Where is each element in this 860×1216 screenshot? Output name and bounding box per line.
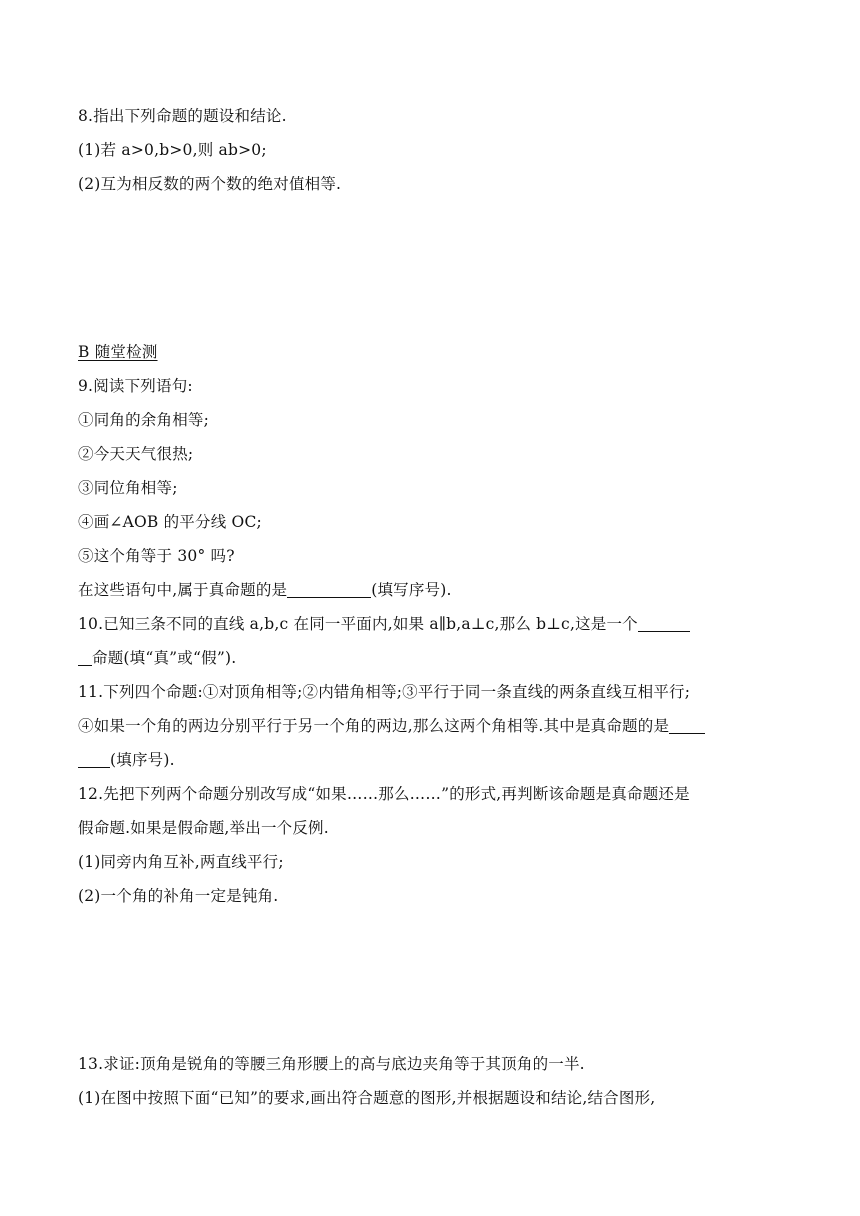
q9-question-suffix: (填写序号).	[371, 581, 452, 599]
q9-item-3: ③同位角相等;	[78, 479, 178, 497]
q11-line2	[78, 715, 705, 737]
q8-part1: (1)若 a>0,b>0,则 ab>0;	[78, 141, 267, 159]
q9-title: 9.阅读下列语句:	[78, 377, 193, 395]
section-heading: B 随堂检测	[78, 343, 158, 361]
q10-answer-blank-cont[interactable]	[78, 649, 92, 666]
q12-part1: (1)同旁内角互补,两直线平行;	[78, 853, 284, 871]
q9-item-5: ⑤这个角等于 30° 吗?	[78, 547, 235, 565]
q11-line1: 11.下列四个命题:①对顶角相等;②内错角相等;③平行于同一条直线的两条直线互相平行;	[78, 683, 691, 701]
q11-text-cont: (填序号).	[110, 751, 175, 769]
q9-answer-blank[interactable]	[287, 581, 371, 598]
q9-item-1: ①同角的余角相等;	[78, 411, 210, 429]
q9-question-text: 在这些语句中,属于真命题的是	[78, 581, 288, 599]
q10-line1	[78, 613, 690, 635]
q13-part1: (1)在图中按照下面“已知”的要求,画出符合题意的图形,并根据题设和结论,结合图形,	[78, 1089, 656, 1107]
q11-line3	[78, 749, 175, 771]
q10-text: 10.已知三条不同的直线 a,b,c 在同一平面内,如果 a∥b,a⊥c,那么 b⊥c,这是一个	[78, 615, 638, 633]
q10-answer-blank[interactable]	[638, 615, 690, 632]
q13-title: 13.求证:顶角是锐角的等腰三角形腰上的高与底边夹角等于其顶角的一半.	[78, 1055, 585, 1073]
q11-answer-blank-cont[interactable]	[78, 751, 110, 768]
q10-text-cont: 命题(填“真”或“假”).	[92, 649, 237, 667]
q9-question	[78, 579, 452, 601]
q8-title: 8.指出下列命题的题设和结论.	[78, 107, 287, 125]
q8-part2: (2)互为相反数的两个数的绝对值相等.	[78, 175, 342, 193]
q10-line2	[78, 647, 236, 669]
q9-item-2: ②今天天气很热;	[78, 445, 194, 463]
q12-part2: (2)一个角的补角一定是钝角.	[78, 887, 279, 905]
q11-answer-blank[interactable]	[669, 717, 705, 734]
q9-item-4: ④画∠AOB 的平分线 OC;	[78, 513, 262, 531]
q12-line2: 假命题.如果是假命题,举出一个反例.	[78, 819, 329, 837]
q11-text: ④如果一个角的两边分别平行于另一个角的两边,那么这两个角相等.其中是真命题的是	[78, 717, 670, 735]
q12-line1: 12.先把下列两个命题分别改写成“如果……那么……”的形式,再判断该命题是真命题还是	[78, 785, 690, 803]
